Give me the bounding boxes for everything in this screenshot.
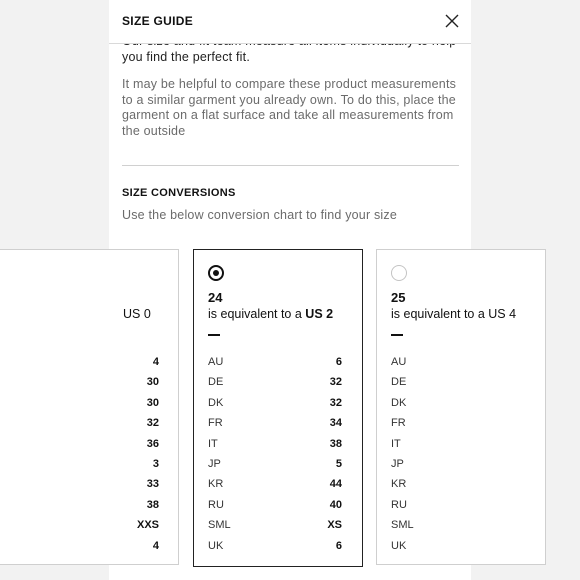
- size-card-25[interactable]: [376, 249, 546, 565]
- conversion-value: 33: [146, 478, 159, 491]
- conversion-row: [0, 538, 178, 558]
- close-icon[interactable]: [443, 12, 461, 30]
- conversion-row: [0, 354, 178, 374]
- conversion-rows: [0, 354, 178, 558]
- region-label: DE: [208, 376, 224, 389]
- conversion-value: 36: [146, 437, 159, 450]
- conversion-value: 3: [152, 457, 159, 470]
- region-label: FR: [391, 417, 406, 430]
- region-label: JP: [208, 457, 221, 470]
- conversion-value: 4: [152, 539, 159, 552]
- conversion-row: [377, 374, 545, 394]
- equivalent-us-size: US 2: [305, 307, 334, 321]
- conversion-row: [194, 395, 362, 415]
- region-label: UK: [391, 539, 407, 552]
- conversion-row: [194, 374, 362, 394]
- conversion-value: 32: [329, 396, 342, 409]
- conversion-value: XS: [327, 519, 342, 532]
- region-label: IT: [208, 437, 218, 450]
- region-label: RU: [391, 498, 407, 511]
- conversion-row: [194, 456, 362, 476]
- size-guide-header: [109, 0, 471, 44]
- conversion-value: 32: [329, 376, 342, 389]
- conversion-value: XXS: [136, 519, 159, 532]
- conversion-value: 6: [335, 539, 342, 552]
- region-label: DE: [391, 376, 407, 389]
- conversion-value: 4: [152, 356, 159, 368]
- size-card-equivalent: [208, 307, 333, 321]
- intro-fit-text: you find the perfect fit.: [122, 49, 250, 64]
- conversion-row: [0, 497, 178, 517]
- conversion-row: [377, 538, 545, 558]
- conversion-row: [377, 456, 545, 476]
- size-radio[interactable]: [391, 265, 407, 281]
- conversion-row: [0, 436, 178, 456]
- size-guide-panel: [109, 0, 517, 580]
- region-label: KR: [391, 478, 407, 491]
- conversion-row: [377, 395, 545, 415]
- region-label: UK: [208, 539, 224, 552]
- conversion-row: [194, 415, 362, 435]
- conversion-value: 40: [329, 498, 342, 511]
- separator-dash: [391, 334, 403, 336]
- size-card-size: 25: [391, 290, 406, 305]
- size-card-equivalent: US 0: [123, 307, 151, 321]
- region-label: AU: [208, 356, 224, 368]
- region-label: DK: [208, 396, 224, 409]
- size-card-24[interactable]: [193, 249, 363, 567]
- size-radio-selected[interactable]: [208, 265, 224, 281]
- region-label: SML: [391, 519, 414, 532]
- conversion-row: [0, 476, 178, 496]
- page-title: SIZE GUIDE: [122, 14, 194, 28]
- region-label: IT: [391, 437, 401, 450]
- region-label: DK: [391, 396, 407, 409]
- section-divider: [122, 165, 459, 166]
- conversion-row: [0, 456, 178, 476]
- size-carousel[interactable]: [122, 248, 517, 580]
- region-label: SML: [208, 519, 231, 532]
- region-label: KR: [208, 478, 224, 491]
- conversion-rows: [377, 354, 545, 558]
- region-label: FR: [208, 417, 223, 430]
- conversion-value: 34: [329, 417, 342, 430]
- size-conversions-title: SIZE CONVERSIONS: [122, 187, 236, 199]
- conversion-value: 44: [329, 478, 342, 491]
- conversion-row: [0, 374, 178, 394]
- conversion-row: [194, 497, 362, 517]
- conversion-row: [377, 415, 545, 435]
- conversion-row: [0, 517, 178, 537]
- conversion-rows: [194, 354, 362, 558]
- equivalent-prefix: is equivalent to a: [208, 307, 306, 321]
- conversion-row: [194, 517, 362, 537]
- conversion-row: [377, 354, 545, 374]
- conversion-row: [377, 476, 545, 496]
- conversion-value: 6: [335, 356, 342, 368]
- size-card-equivalent: is equivalent to a US 4: [391, 307, 517, 321]
- conversion-row: [194, 476, 362, 496]
- conversion-row: [377, 517, 545, 537]
- conversion-row: [0, 395, 178, 415]
- intro-measure-text: It may be helpful to compare these product measurements to a similar garment you already own. To do this, place the garment on a flat surface and take all measurements from the outside: [122, 77, 457, 138]
- conversion-value: 30: [146, 376, 159, 389]
- conversion-row: [0, 415, 178, 435]
- conversion-value: 32: [146, 417, 159, 430]
- size-conversions-description: Use the below conversion chart to find your size: [122, 208, 398, 222]
- region-label: AU: [391, 356, 407, 368]
- region-label: RU: [208, 498, 224, 511]
- region-label: JP: [391, 457, 404, 470]
- size-card-size: 24: [208, 290, 223, 305]
- conversion-row: [194, 436, 362, 456]
- conversion-row: [377, 436, 545, 456]
- conversion-value: 30: [146, 396, 159, 409]
- conversion-value: 5: [335, 457, 342, 470]
- conversion-row: [377, 497, 545, 517]
- separator-dash: [208, 334, 220, 336]
- conversion-value: 38: [146, 498, 159, 511]
- size-card-us0[interactable]: [0, 249, 179, 565]
- conversion-row: [194, 538, 362, 558]
- conversion-value: 38: [329, 437, 342, 450]
- conversion-row: [194, 354, 362, 374]
